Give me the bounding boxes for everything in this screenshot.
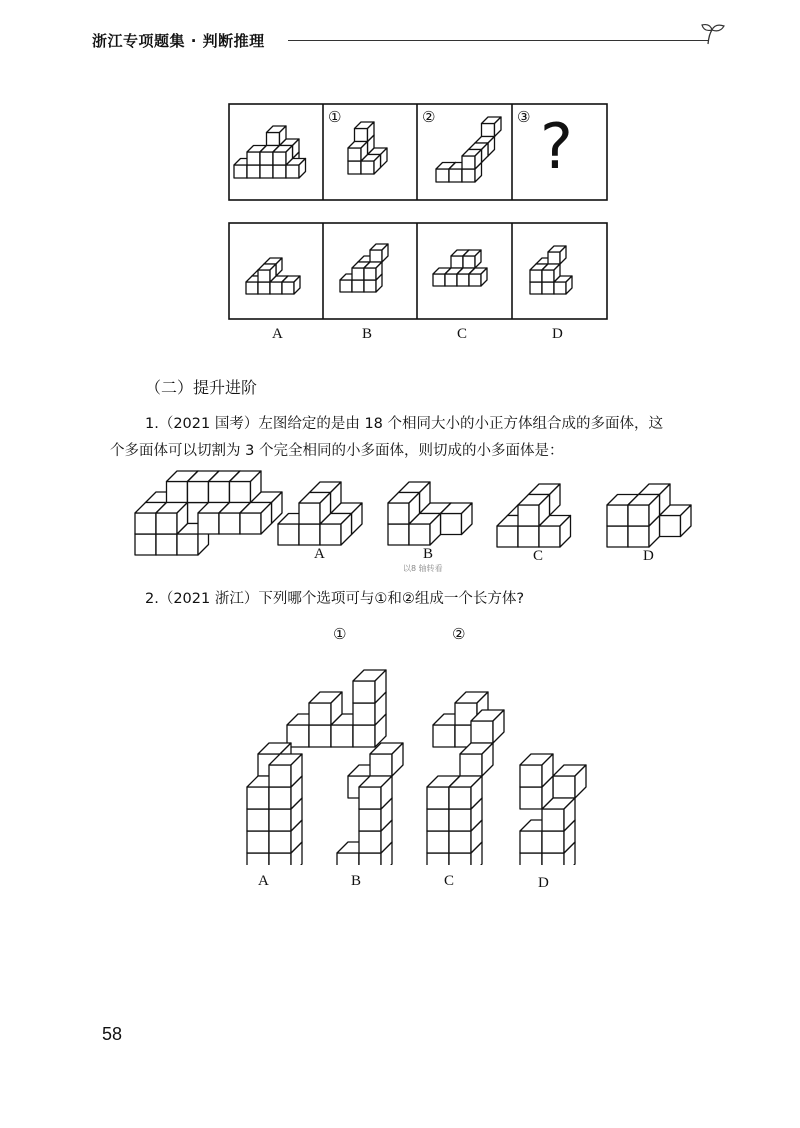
cube-face: [449, 787, 471, 809]
cube-face: [230, 482, 251, 503]
top-option-c-shape: [433, 250, 487, 286]
cube-face: [353, 703, 375, 725]
q2-piece-1: [287, 670, 386, 747]
cube-face: [234, 165, 247, 178]
cube-face: [471, 721, 493, 743]
q2-option-label-c: C: [444, 873, 455, 889]
cube-face: [240, 513, 261, 534]
top-options-figure: [228, 222, 610, 322]
cube-face: [135, 534, 156, 555]
cube-face: [427, 831, 449, 853]
q2-option-label-d: D: [538, 875, 549, 891]
q1-polyhedron: [135, 471, 282, 555]
cube-face: [469, 274, 481, 286]
q2-option-label-a: A: [258, 873, 269, 889]
cube-face: [427, 787, 449, 809]
cube-face: [441, 514, 462, 535]
cube-face: [361, 161, 374, 174]
cube-face: [188, 482, 209, 503]
cube-face: [518, 505, 539, 526]
cube-face: [449, 853, 471, 865]
cube-face: [269, 831, 291, 853]
cube-face: [520, 853, 542, 865]
q1-option-c-shape: [497, 484, 571, 547]
cube-face: [628, 505, 649, 526]
polyhedron-main: [234, 126, 306, 178]
cube-face: [359, 809, 381, 831]
cube-face: [282, 282, 294, 294]
cube-face: [388, 524, 409, 545]
cube-face: [427, 809, 449, 831]
cube-face: [209, 482, 230, 503]
q1-option-a-shape: [278, 482, 362, 545]
cube-face: [273, 165, 286, 178]
cube-face: [370, 250, 382, 262]
cube-face: [409, 524, 430, 545]
cube-face: [497, 526, 518, 547]
cube-face: [433, 274, 445, 286]
cube-face: [348, 148, 361, 161]
cube-face: [463, 256, 475, 268]
piece-label-3: ③: [517, 108, 531, 126]
top-option-label-d: D: [552, 326, 563, 342]
cube-face: [135, 513, 156, 534]
cube-face: [156, 513, 177, 534]
cube-face: [269, 853, 291, 865]
cube-face: [364, 280, 376, 292]
cube-face: [542, 831, 564, 853]
q2-figure: [230, 645, 590, 865]
cube-face: [449, 169, 462, 182]
cube-face: [355, 129, 368, 142]
cube-face: [309, 703, 331, 725]
top-option-label-a: A: [272, 326, 283, 342]
q2-option-label-b: B: [351, 873, 362, 889]
cube-face: [219, 513, 240, 534]
piece-1: [348, 122, 387, 174]
cube-face: [457, 274, 469, 286]
cube-face: [269, 765, 291, 787]
cube-face: [246, 282, 258, 294]
sprout-icon: [700, 20, 726, 46]
cube-face: [530, 282, 542, 294]
cube-face: [359, 831, 381, 853]
cube-face: [449, 831, 471, 853]
cube-face: [359, 853, 381, 865]
cube-face: [607, 526, 628, 547]
cube-face: [542, 282, 554, 294]
cube-face: [340, 280, 352, 292]
top-option-label-c: C: [457, 326, 468, 342]
cube-face: [460, 754, 482, 776]
cube-face: [247, 809, 269, 831]
cube-face: [320, 524, 341, 545]
cube-face: [542, 853, 564, 865]
cube-face: [451, 256, 463, 268]
q1-option-label-c: C: [533, 548, 544, 564]
top-option-d-shape: [530, 246, 572, 294]
cube-face: [530, 270, 542, 282]
cube-face: [278, 524, 299, 545]
cube-face: [628, 526, 649, 547]
cube-face: [167, 482, 188, 503]
cube-face: [352, 268, 364, 280]
cube-face: [177, 534, 198, 555]
cube-face: [286, 165, 299, 178]
cube-face: [482, 124, 495, 137]
cube-face: [270, 282, 282, 294]
cube-face: [309, 725, 331, 747]
section-title: （二）提升进阶: [145, 378, 258, 397]
cube-face: [449, 809, 471, 831]
running-header: 浙江专项题集 · 判断推理: [92, 32, 265, 50]
cube-face: [353, 681, 375, 703]
cube-face: [436, 169, 449, 182]
handwritten-note: 以8 轴转看: [403, 564, 443, 573]
cube-face: [269, 809, 291, 831]
cube-face: [247, 165, 260, 178]
cube-face: [247, 853, 269, 865]
q1-text-line-1: 1.（2021 国考）左图给定的是由 18 个相同大小的小正方体组合成的多面体，这: [145, 416, 664, 432]
q2-piece-label-1: ①: [333, 625, 347, 643]
q2-text: 2.（2021 浙江）下列哪个选项可与①和②组成一个长方体?: [145, 591, 525, 607]
cube-face: [539, 526, 560, 547]
cube-face: [359, 787, 381, 809]
cube-face: [554, 282, 566, 294]
cube-face: [553, 776, 575, 798]
cube-face: [247, 831, 269, 853]
header-rule: [288, 40, 708, 41]
q1-figure: [130, 462, 710, 557]
q2-piece-label-2: ②: [452, 625, 466, 643]
q1-option-label-a: A: [314, 546, 325, 562]
cube-face: [348, 161, 361, 174]
cube-face: [260, 152, 273, 165]
piece-2: [436, 117, 501, 182]
cube-face: [247, 152, 260, 165]
page-number: 58: [102, 1024, 123, 1044]
cube-face: [352, 280, 364, 292]
cube-face: [542, 809, 564, 831]
q1-text-line-2: 个多面体可以切割为 3 个完全相同的小多面体，则切成的小多面体是：: [110, 443, 564, 459]
cube-face: [388, 503, 409, 524]
cube-face: [520, 765, 542, 787]
cube-face: [299, 503, 320, 524]
cube-face: [337, 853, 359, 865]
question-mark: ?: [540, 110, 573, 183]
cube-face: [462, 169, 475, 182]
q1-option-d-shape: [607, 484, 691, 547]
q2-option-d-shape: [520, 754, 586, 865]
q2-option-a-shape: [247, 743, 302, 865]
cube-face: [299, 524, 320, 545]
cube-face: [462, 156, 475, 169]
q2-option-b-shape: [337, 743, 403, 865]
cube-face: [353, 725, 375, 747]
q1-option-b-shape: [388, 482, 472, 545]
cube-face: [258, 270, 270, 282]
cube-face: [607, 505, 628, 526]
cube-face: [427, 853, 449, 865]
cube-face: [370, 754, 392, 776]
cube-face: [364, 268, 376, 280]
cube-face: [433, 725, 455, 747]
cube-face: [542, 270, 554, 282]
cube-face: [518, 526, 539, 547]
cube-face: [269, 787, 291, 809]
cube-face: [247, 787, 269, 809]
cube-face: [156, 534, 177, 555]
cube-face: [260, 165, 273, 178]
piece-label-2: ②: [422, 108, 436, 126]
cube-face: [267, 133, 280, 146]
cube-face: [258, 282, 270, 294]
cube-face: [445, 274, 457, 286]
cube-face: [273, 152, 286, 165]
top-option-label-b: B: [362, 326, 373, 342]
cube-face: [520, 831, 542, 853]
top-option-a-shape: [246, 258, 300, 294]
cube-face: [548, 252, 560, 264]
cube-face: [520, 787, 542, 809]
top-option-b-shape: [340, 244, 388, 292]
piece-label-1: ①: [328, 108, 342, 126]
cube-face: [198, 513, 219, 534]
cube-face: [331, 725, 353, 747]
cube-face: [660, 516, 681, 537]
q1-option-label-d: D: [643, 548, 654, 564]
q1-option-label-b: B: [423, 546, 434, 562]
